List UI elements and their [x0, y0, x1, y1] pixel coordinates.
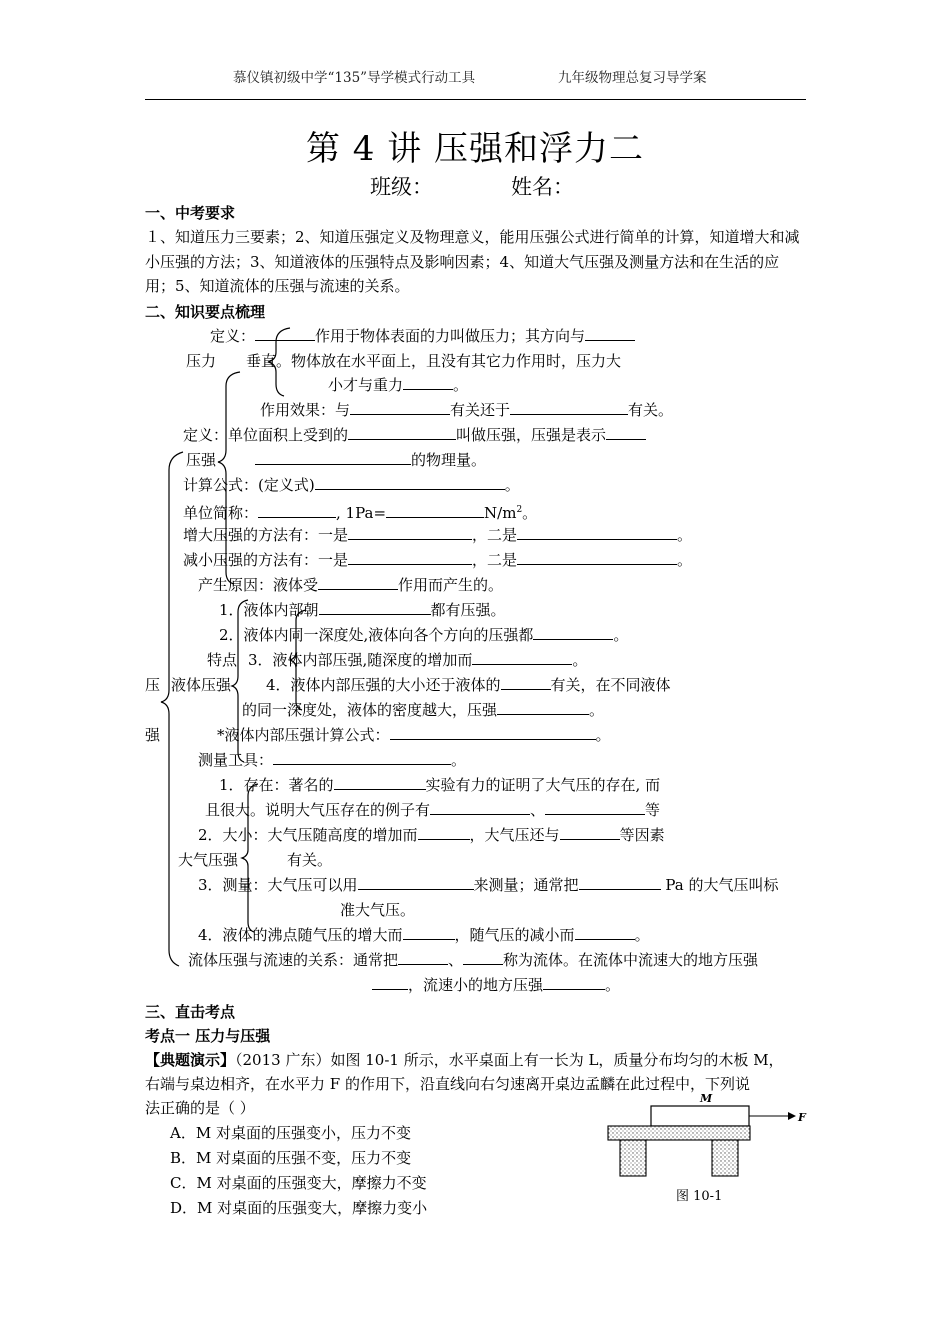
- option-a: A．M 对桌面的压强变小，压力不变: [170, 1124, 411, 1142]
- liquid-label: 液体压强: [171, 676, 232, 694]
- option-b: B．M 对桌面的压强不变，压力不变: [170, 1149, 412, 1167]
- force-def-line1: 定义： 作用于物体表面的力叫做压力；其方向与: [210, 326, 635, 346]
- table-top: [608, 1126, 750, 1140]
- liquid-feature4-cont: 的同一深度处，液体的密度越大，压强 。: [242, 701, 605, 719]
- pressure-def-line1: 定义：单位面积上受到的 叫做压强，压强是表示: [183, 425, 646, 445]
- liquid-feature3: 3．液体内部压强,随深度的增加而 。: [248, 651, 588, 669]
- pressure-formula-line: 计算公式：(定义式) 。: [183, 476, 520, 494]
- atmos-size-line: 2．大小：大气压随高度的增加而 ，大气压还与 等因素: [198, 826, 665, 844]
- name-label: 姓名：: [511, 175, 574, 199]
- pressure-def-line2: 的物理量。: [255, 450, 486, 470]
- page-title: 第 4 讲 压强和浮力二: [305, 129, 645, 169]
- header-left: 慕仪镇初级中学“135”导学模式行动工具: [233, 70, 476, 86]
- liquid-feature4: 4．液体内部压强的大小还于液体的 有关，在不同液体: [266, 676, 671, 694]
- pressure-decrease-line: 减小压强的方法有：一是 ，二是 。: [183, 551, 693, 569]
- force-effect-line: 作用效果：与 有关还于 有关。: [260, 401, 674, 419]
- example-line1: 【典题演示】（2013 广东）如图 10-1 所示，水平桌面上有一长为 L，质量分布均匀的木板 M，: [145, 1051, 784, 1069]
- atmos-size-cont: 有关。: [287, 851, 333, 869]
- big-label-pressure-1: 压: [145, 676, 161, 694]
- liquid-cause-line: 产生原因：液体受 作用而产生的。: [198, 576, 504, 594]
- liquid-feature2: 2．液体内同一深度处,液体向各个方向的压强都 。: [219, 626, 629, 644]
- option-d: D．M 对桌面的压强变大，摩擦力变小: [170, 1199, 428, 1217]
- label-f: F: [798, 1111, 806, 1124]
- example-line3: 法正确的是（ ）: [145, 1099, 255, 1117]
- liquid-calc-line: *液体内部压强计算公式： 。: [217, 726, 611, 744]
- section1-heading: 一、中考要求: [145, 204, 236, 222]
- atmos-measure-line: 3．测量：大气压可以用 来测量；通常把 Pa 的大气压叫标: [198, 876, 779, 894]
- fluid-line2: ，流速小的地方压强 。: [372, 975, 620, 995]
- example-line2: 右端与桌边相齐，在水平力 F 的作用下，沿直线向右匀速离开桌边孟麟在此过程中，下列说: [145, 1075, 750, 1093]
- liquid-feature1: 1．液体内部朝 都有压强。: [219, 601, 506, 619]
- figure-caption: 图 10-1: [676, 1189, 723, 1204]
- pressure-unit-line: 单位简称： , $1Pa= N/m^2$。: [183, 504, 538, 522]
- atmos-existence-line: 1．存在：著名的 实验有力的证明了大气压的存在, 而: [219, 776, 661, 794]
- class-label: 班级：: [370, 175, 433, 199]
- point1-heading: 考点一 压力与压强: [145, 1027, 271, 1045]
- section1-text: １、知道压力三要素；2、知道压强定义及物理意义，能用压强公式进行简单的计算，知道增大和减小压强的方法；3、知道液体的压强特点及影响因素；4、知道大气压强及测量方法和在生活的应用；5、知道流体的压强与流速的关系。: [145, 228, 800, 295]
- fluid-line1: 流体压强与流速的关系：通常把 、 称为流体。在流体中流速大的地方压强: [188, 951, 759, 969]
- label-m: M: [700, 1092, 713, 1105]
- atmos-label: 大气压强: [178, 851, 239, 869]
- atmos-existence-cont: 且很大。说明大气压存在的例子有 、 等: [205, 801, 661, 819]
- force-def-line3: 小才与重力 。: [328, 376, 469, 394]
- liquid-feature-label: 特点: [207, 651, 238, 669]
- force-label: 压力: [186, 352, 217, 370]
- header-right: 九年级物理总复习导学案: [558, 70, 707, 86]
- big-label-pressure-2: 强: [145, 726, 161, 744]
- atmos-measure-cont: 准大气压。: [340, 901, 416, 919]
- liquid-tool-line: 测量工具： 。: [198, 751, 467, 769]
- pressure-label: 压强: [186, 451, 217, 469]
- board-m: [651, 1106, 749, 1126]
- option-c: C．M 对桌面的压强变大，摩擦力不变: [170, 1174, 427, 1192]
- force-def-line2: 垂直。物体放在水平面上，且没有其它力作用时，压力大: [246, 352, 622, 370]
- section2-heading: 二、知识要点梳理: [145, 303, 266, 321]
- pressure-increase-line: 增大压强的方法有：一是 ，二是 。: [183, 526, 693, 544]
- section3-heading: 三、直击考点: [145, 1003, 236, 1021]
- atmos-boiling-line: 4．液体的沸点随气压的增大而 ，随气压的减小而 。: [198, 926, 650, 944]
- figure-table-board: [600, 1088, 820, 1183]
